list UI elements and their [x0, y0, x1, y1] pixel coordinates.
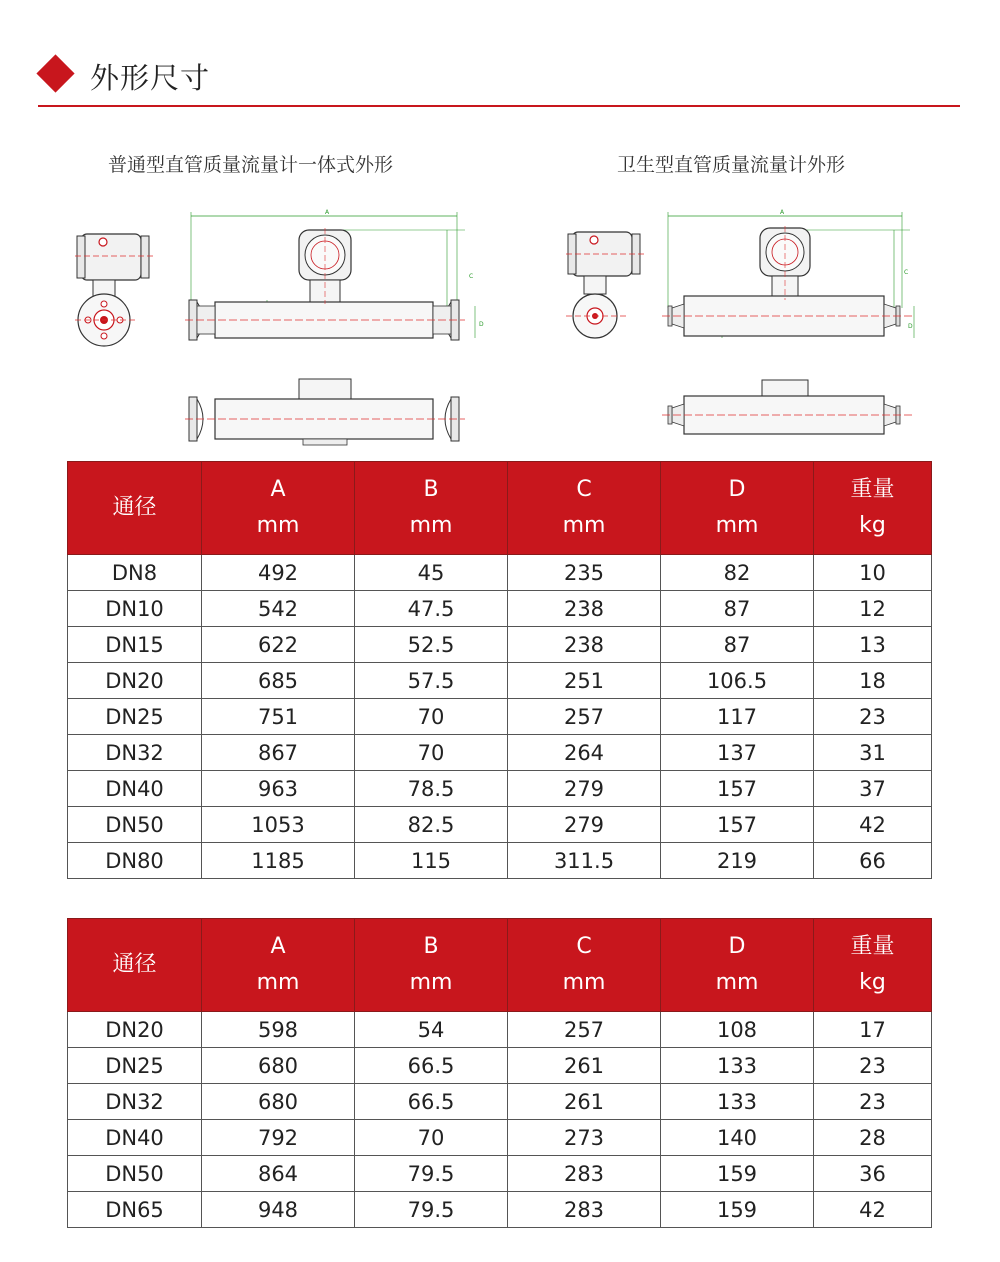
table-header-row: [68, 462, 932, 555]
standard-dimension-table: [67, 461, 932, 879]
header-c: C mm: [508, 919, 661, 1012]
table-row: DN50 864 79.5 283 159 36: [68, 1156, 932, 1192]
sanitary-dimension-table: [67, 918, 932, 1228]
table-row: DN40 792 70 273 140 28: [68, 1120, 932, 1156]
table-row: DN65 948 79.5 283 159 42: [68, 1192, 932, 1228]
table-row: DN40 963 78.5 279 157 37: [68, 771, 932, 807]
header-bore: 通径: [68, 919, 202, 1012]
header-d: D mm: [661, 919, 814, 1012]
table-row: DN50 1053 82.5 279 157 42: [68, 807, 932, 843]
table-row: DN32 680 66.5 261 133 23: [68, 1084, 932, 1120]
table-row: DN8 492 45 235 82 10: [68, 555, 932, 591]
dim-label-d: D: [479, 321, 484, 328]
dim-label-a: A: [325, 209, 330, 216]
standard-top-view-drawing: [185, 375, 465, 450]
header-weight: 重量 kg: [814, 462, 932, 555]
table-row: DN80 1185 115 311.5 219 66: [68, 843, 932, 879]
table-row: DN32 867 70 264 137 31: [68, 735, 932, 771]
dim-label-c: C: [469, 273, 474, 280]
table-header-row: [68, 919, 932, 1012]
header-b: B mm: [355, 919, 508, 1012]
sanitary-dim-label-a: A: [780, 209, 785, 216]
table-row: DN20 598 54 257 108 17: [68, 1012, 932, 1048]
section-title: 外形尺寸: [90, 61, 211, 95]
sanitary-front-view-drawing: [662, 208, 927, 348]
sanitary-dim-label-d: D: [908, 323, 913, 330]
section-header: [38, 52, 960, 108]
header-b: B mm: [355, 462, 508, 555]
header-c: C mm: [508, 462, 661, 555]
table-row: DN25 751 70 257 117 23: [68, 699, 932, 735]
standard-front-view-drawing: [185, 208, 495, 348]
header-weight: 重量 kg: [814, 919, 932, 1012]
sanitary-top-view-drawing: [662, 378, 912, 443]
header-bore: 通径: [68, 462, 202, 555]
header-divider: [38, 105, 960, 107]
table-row: DN15 622 52.5 238 87 13: [68, 627, 932, 663]
diamond-bullet-icon: [36, 54, 74, 92]
sanitary-side-view-drawing: [566, 228, 646, 343]
header-a: A mm: [202, 919, 355, 1012]
standard-drawing-caption: 普通型直管质量流量计一体式外形: [108, 154, 394, 176]
header-d: D mm: [661, 462, 814, 555]
sanitary-dim-label-c: C: [904, 269, 909, 276]
table-row: DN10 542 47.5 238 87 12: [68, 591, 932, 627]
header-a: A mm: [202, 462, 355, 555]
table-row: DN25 680 66.5 261 133 23: [68, 1048, 932, 1084]
sanitary-drawing-caption: 卫生型直管质量流量计外形: [617, 154, 846, 176]
table-row: DN20 685 57.5 251 106.5 18: [68, 663, 932, 699]
standard-side-view-drawing: [75, 228, 155, 353]
